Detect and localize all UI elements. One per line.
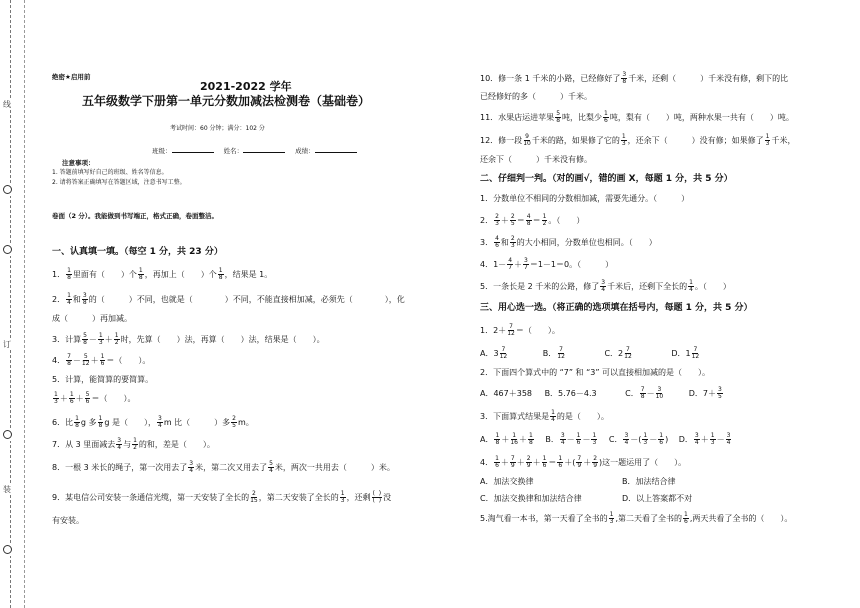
section-3-title: 三、用心选一选。（将正确的选项填在括号内，每题 1 分，共 5 分）	[480, 303, 753, 313]
name-field[interactable]	[243, 152, 285, 153]
choice-3-options	[480, 433, 732, 446]
question-4: 4． $\frac{7}{8}$ － $\frac{5}{12}$ ＋ $\frac{1}{6}$ ＝（ ）。	[52, 353, 151, 367]
question-2-cont: 成（ ）再加减。	[52, 314, 132, 323]
binding-margin	[0, 0, 44, 608]
note-1: 1. 答题前填写好自己的班级、姓名等信息。	[52, 169, 168, 176]
question-12: 12．修一段 $\frac{9}{10}$ 千米的路，如果修了它的 $\frac{1}{3}$ ，还余下（ ）没有修；如果修了 $\frac{1}{3}$ 千米，	[480, 133, 796, 147]
option-d[interactable]: D． $\frac{3}{4}$ ＋ $\frac{1}{3}$ － $\frac{3}{4}$	[678, 432, 731, 446]
section-2-title: 二、仔细判一判。（对的画√，错的画 X，每题 1 分，共 5 分）	[480, 174, 733, 184]
section-1-title: 一、认真填一填。（每空 1 分，共 23 分）	[52, 247, 223, 257]
info-line	[152, 146, 357, 156]
judge-5: 5．一条长是 2 千米的公路，修了 $\frac{3}{4}$ 千米后，还剩下全长的 $\frac{1}{4}$ 。（ ）	[480, 279, 731, 293]
option-c[interactable]: C． $\frac{7}{8}$ － $\frac{3}{10}$	[625, 386, 664, 400]
question-7: 7．从 3 里面减去 $\frac{3}{4}$ 与 $\frac{1}{2}$ 的和，差是（ ）。	[52, 437, 215, 451]
question-8: 8．一根 3 米长的绳子，第一次用去了 $\frac{3}{4}$ 米，第二次又用去了 $\frac{5}{4}$ 米，两次一共用去（ ）米。	[52, 460, 395, 474]
class-label: 班级：	[152, 147, 172, 155]
question-10: 10．修一条 1 千米的小路，已经修好了 $\frac{3}{8}$ 千米，还剩（ ）千米没有修，剩下的比	[480, 71, 789, 85]
question-9-cont: 有安装。	[52, 516, 84, 525]
option-c[interactable]: C． $\frac{3}{4}$ －( $\frac{1}{3}$ － $\frac{1}{6}$ )	[608, 432, 669, 446]
confidential-mark: 绝密★启用前	[52, 73, 91, 81]
choice-4: 4． $\frac{1}{6}$ ＋ $\frac{7}{9}$ ＋ $\frac{2}{9}$ ＋ $\frac{1}{6}$ ＝ $\frac{1}{6}$ ＋( $\frac{7}{9}$ ＋ $\frac{2}{9}$ )这一题运用了（ ）。	[480, 455, 687, 469]
neatness-note: 卷面（2 分）。我能做到书写端正，格式正确，卷面整洁。	[52, 212, 219, 220]
page-title: 五年级数学下册第一单元分数加减法检测卷（基础卷）	[82, 94, 371, 108]
score-label: 成绩：	[295, 147, 315, 155]
question-5: 5．计算，能简算的要简算。	[52, 375, 154, 384]
option-a[interactable]: A．3 $\frac{7}{12}$	[480, 346, 508, 360]
school-year: 2021-2022 学年	[200, 80, 292, 93]
cut-line-inner	[24, 0, 25, 608]
option-a[interactable]: A．467＋358	[480, 389, 533, 398]
option-d[interactable]: D．1 $\frac{7}{12}$	[671, 346, 700, 360]
question-5-expr: $\frac{1}{3}$ ＋ $\frac{1}{6}$ ＋ $\frac{5}{6}$ ＝（ ）。	[54, 391, 136, 405]
binding-circle	[3, 430, 12, 439]
binding-label-xian: 线	[3, 100, 11, 109]
question-1: 1． $\frac{1}{8}$ 里面有（ ）个 $\frac{1}{8}$ ，再加上（ ）个 $\frac{1}{8}$ ，结果是 1。	[52, 267, 273, 281]
judge-2: 2． $\frac{2}{3}$ ＋ $\frac{2}{5}$ ＝ $\frac{4}{8}$ ＝ $\frac{1}{2}$ 。（ ）	[480, 213, 585, 227]
option-c[interactable]: C．2 $\frac{7}{12}$	[604, 346, 632, 360]
question-2: 2． $\frac{1}{4}$ 和 $\frac{3}{8}$ 的（ ）不同，也就是（ ）不同，不能直接相加减，必须先（ ），化	[52, 292, 405, 306]
score-field[interactable]	[315, 152, 357, 153]
option-b[interactable]: B． $\frac{7}{12}$	[542, 346, 565, 360]
option-a[interactable]: A． $\frac{1}{8}$ ＋ $\frac{1}{16}$ ＋ $\frac{1}{8}$	[480, 432, 533, 446]
binding-circle	[3, 545, 12, 554]
notes-title: 注意事项：	[62, 159, 95, 167]
choice-3: 3．下面算式结果是 $\frac{1}{4}$ 的是（ ）。	[480, 409, 609, 423]
choice-2-options	[480, 387, 724, 400]
choice-1: 1．2＋ $\frac{7}{12}$ ＝（ ）。	[480, 323, 560, 337]
name-label: 姓名：	[223, 147, 244, 155]
option-b[interactable]: B． $\frac{3}{4}$ － $\frac{1}{6}$ － $\frac{1}{3}$	[545, 432, 597, 446]
note-2: 2. 请将答案正确填写在答题区域，注意书写工整。	[52, 179, 186, 186]
choice-4-opt-d[interactable]: D．以上答案都不对	[622, 494, 693, 503]
choice-2: 2．下面四个算式中的 “7” 和 “3” 可以直接相加减的是（ ）。	[480, 368, 711, 377]
binding-circle	[3, 185, 12, 194]
exam-time-score: 考试时间：60 分钟；满分：102 分	[170, 125, 265, 132]
question-10-cont: 已经修好的多（ ）千米。	[480, 92, 592, 101]
question-6: 6．比 $\frac{1}{8}$ g 多 $\frac{1}{8}$ g 是（ ）， $\frac{3}{4}$ m 比（ ）多 $\frac{2}{5}$ m。	[52, 415, 254, 429]
question-11: 11．水果店运进苹果 $\frac{5}{8}$ 吨，比梨少 $\frac{1}{6}$ 吨，梨有（ ）吨，两种水果一共有（ ）吨。	[480, 110, 794, 124]
binding-circle	[3, 245, 12, 254]
question-9: 9．某电信公司安装一条通信光缆，第一天安装了全长的 $\frac{2}{15}$ ，第二天安装了全长的 $\frac{1}{3}$ ，还剩 ( ) ( ) 没	[52, 490, 392, 504]
option-d[interactable]: D．7＋ $\frac{3}{5}$	[688, 386, 722, 400]
question-3: 3．计算 $\frac{5}{8}$ － $\frac{1}{3}$ ＋ $\frac{1}{2}$ 时，先算（ ）法，再算（ ）法，结果是（ ）。	[52, 332, 325, 346]
binding-label-zhuang: 装	[3, 485, 11, 494]
choice-4-opt-c[interactable]: C．加法交换律和加法结合律	[480, 494, 582, 503]
question-12-cont: 还余下（ ）千米没有修。	[480, 155, 592, 164]
choice-5: 5.淘气看一本书，第一天看了全书的 $\frac{1}{3}$ ,第二天看了全书的 $\frac{1}{6}$ ,两天共看了全书的（ ）。	[480, 511, 793, 525]
choice-1-options	[480, 347, 700, 360]
choice-4-opt-a[interactable]: A．加法交换律	[480, 477, 534, 486]
cut-line-outer	[10, 0, 11, 608]
binding-label-ding: 订	[3, 340, 11, 349]
class-field[interactable]	[172, 152, 214, 153]
judge-4: 4．1－ $\frac{4}{7}$ ＋ $\frac{3}{7}$ ＝1－1＝0。（ ）	[480, 257, 614, 271]
judge-3: 3． $\frac{4}{6}$ 和 $\frac{2}{3}$ 的大小相同，分数单位也相同。（ ）	[480, 235, 657, 249]
option-b[interactable]: B．5.76－4.3	[544, 389, 597, 398]
judge-1: 1．分数单位不相同的分数相加减，需要先通分。（ ）	[480, 194, 690, 203]
choice-4-opt-b[interactable]: B．加法结合律	[622, 477, 676, 486]
